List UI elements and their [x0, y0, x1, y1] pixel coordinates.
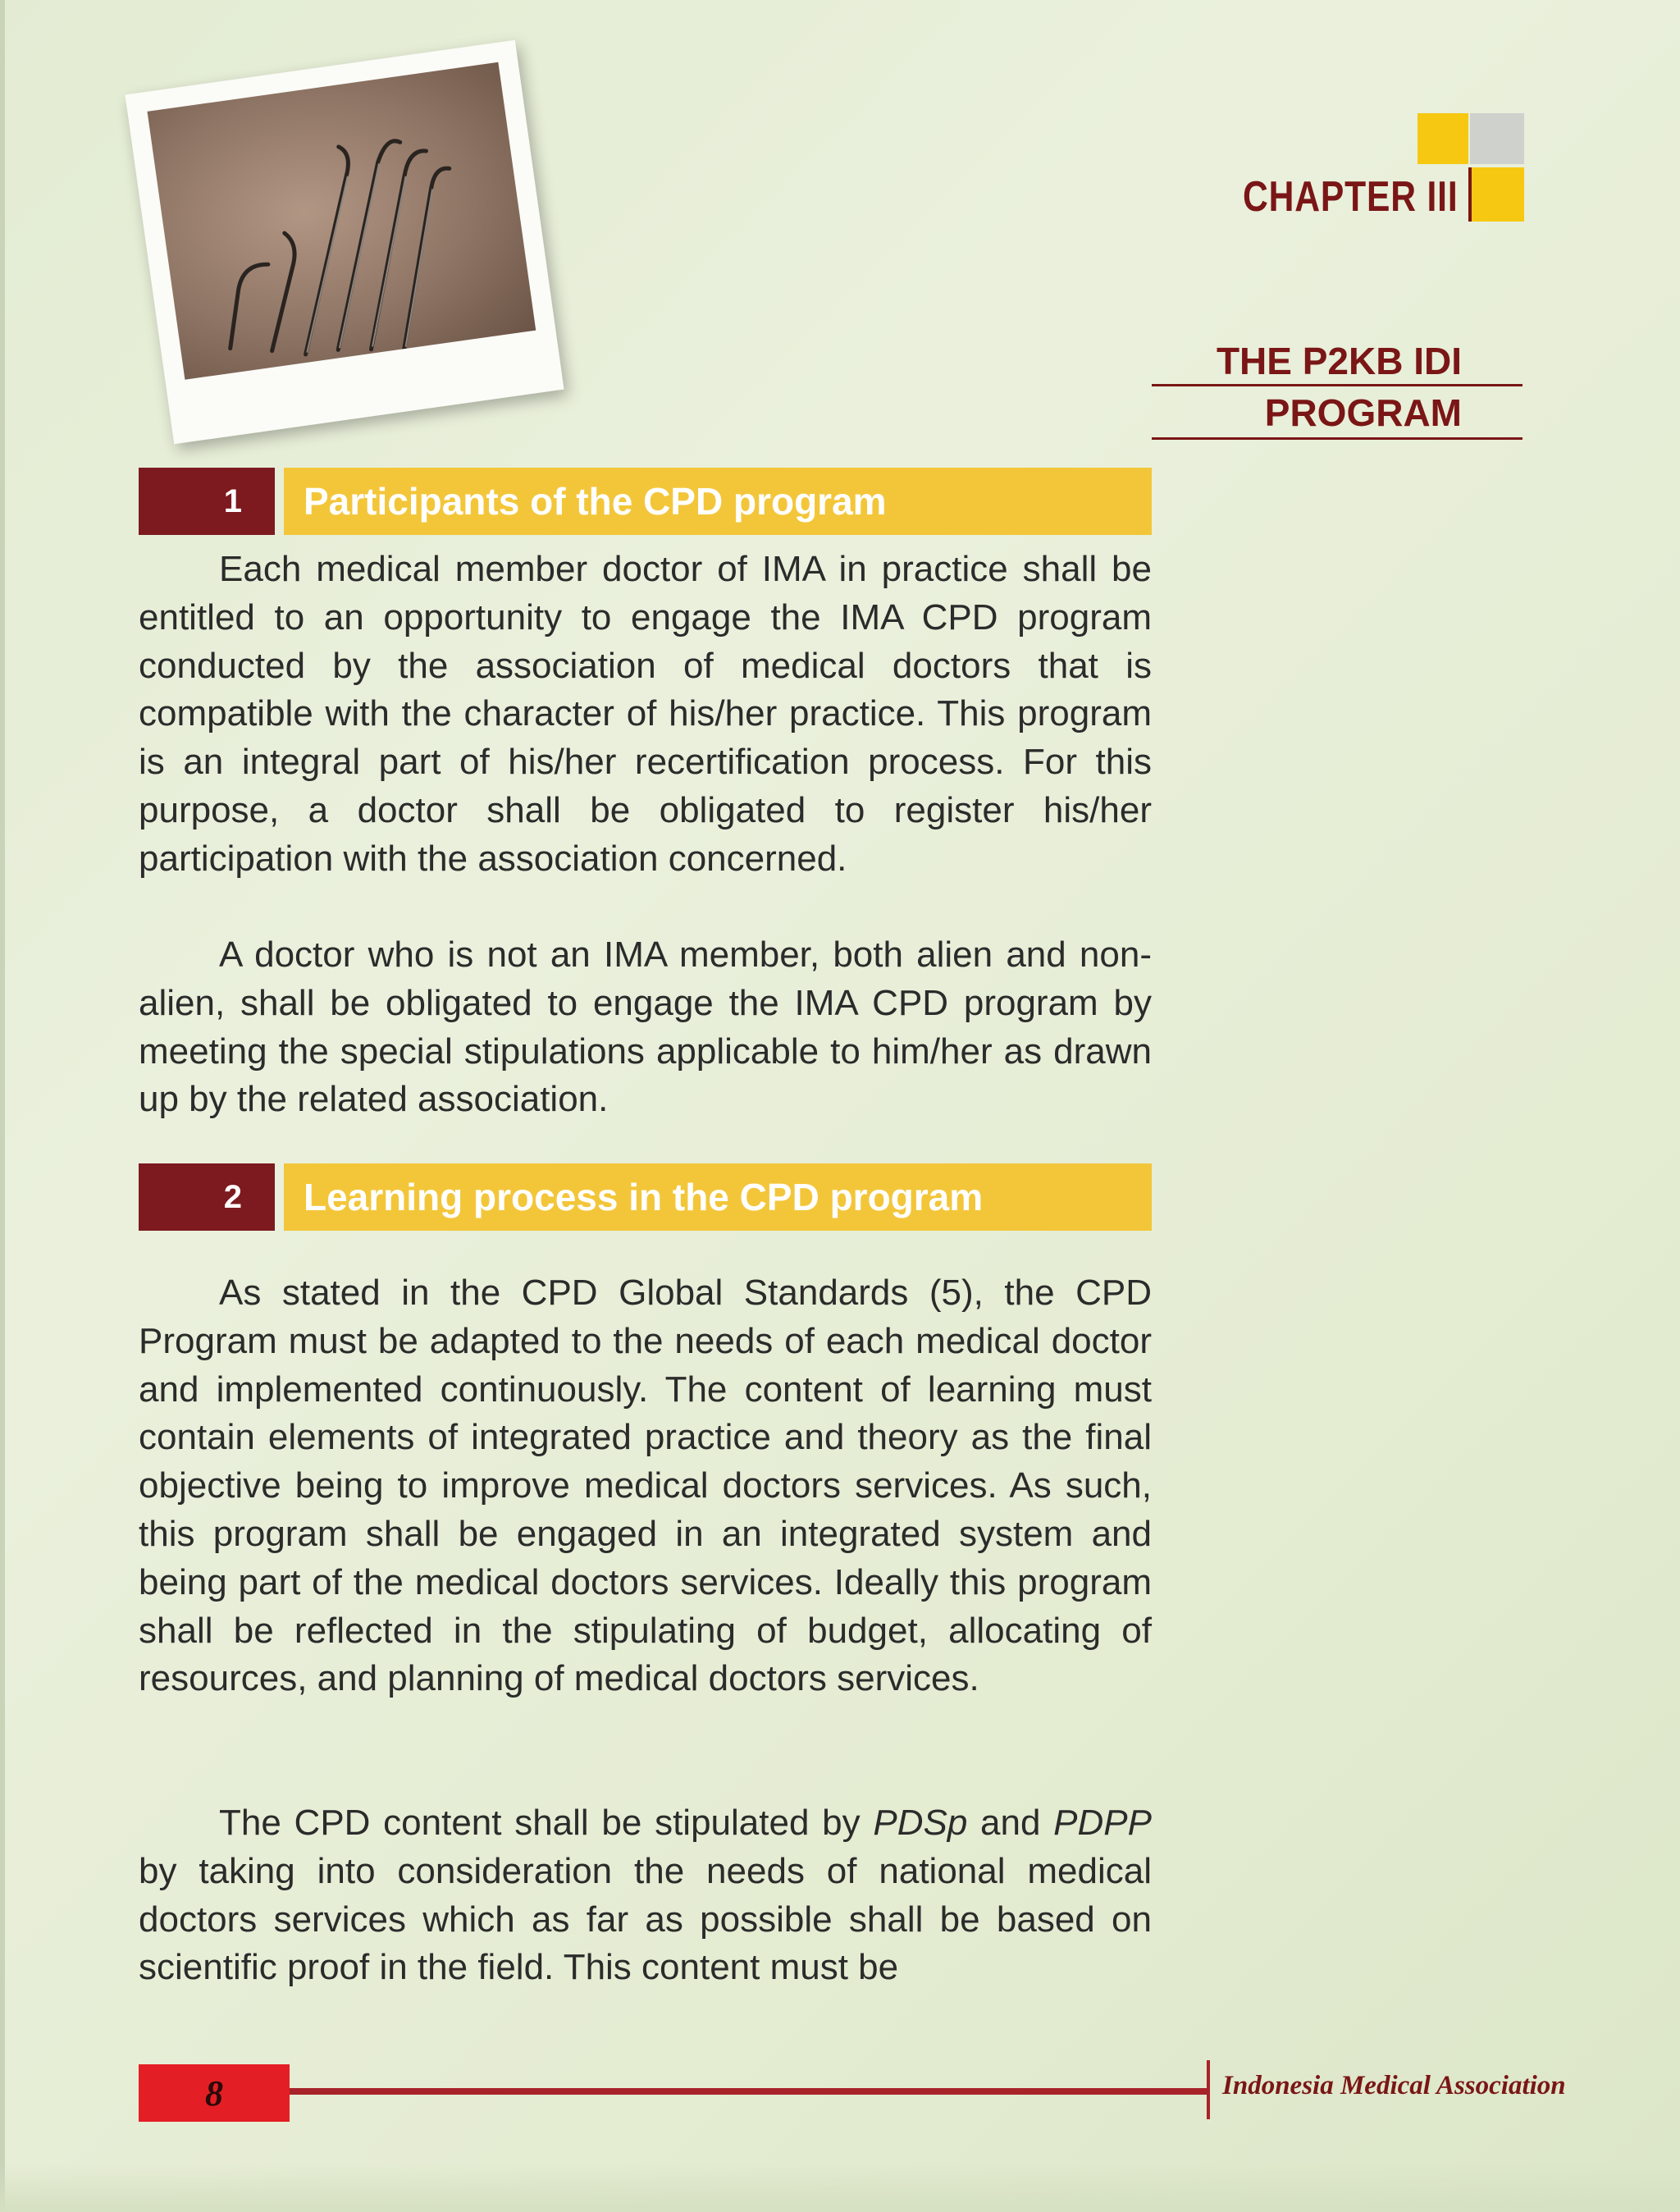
body-paragraph: A doctor who is not an IMA member, both alien and non-alien, shall be obligated to engage the IMA CPD program by meeting the special stipulations applicable to him/her as drawn up by the related association.: [139, 935, 1152, 1120]
subtitle-rule: [1152, 384, 1522, 386]
decor-square-yellow: [1418, 113, 1468, 164]
body-paragraph: As stated in the CPD Global Standards (5), the CPD Program must be adapted to the needs of each medical doctor and implemented continuously. The content of learning must contain elements of integrated practice and theory as the final objective being to improve medical doctors services. As such, this program shall be engaged in an integrated system and being part of the medical doctors services. Ideally this program shall be reflected in the stipulating of budget, allocating of resources, and planning of medical doctors services.: [139, 1273, 1152, 1699]
text-run: and: [967, 1803, 1054, 1843]
polaroid-photo: [125, 40, 564, 445]
footer-tick: [1207, 2060, 1210, 2119]
section-number: 2: [139, 1163, 275, 1231]
decor-square-grey: [1470, 113, 1524, 164]
text-run: by taking into consideration the needs of national medical doctors services which as far as possible shall be based on scientific proof in the field. This content must be: [139, 1850, 1152, 1988]
dental-instruments-photo: [148, 62, 536, 380]
italic-term: PDPP: [1053, 1803, 1152, 1843]
decor-square-yellow: [1470, 167, 1524, 222]
chapter-title: CHAPTER III: [1243, 173, 1459, 221]
text-run: The CPD content shall be stipulated by: [219, 1803, 874, 1843]
dental-instruments-icon: [148, 62, 536, 380]
italic-term: PDSp: [873, 1803, 968, 1843]
page-edge: [0, 0, 5, 2212]
chapter-subtitle-line2: PROGRAM: [1264, 391, 1462, 434]
chapter-subtitle-line1: THE P2KB IDI: [1216, 340, 1462, 382]
body-paragraph: [139, 1799, 1152, 1992]
section-title: Learning process in the CPD program: [284, 1163, 1152, 1231]
subtitle-rule: [1152, 437, 1522, 440]
page-number: 8: [139, 2064, 290, 2122]
footer-organization: Indonesia Medical Association: [1222, 2071, 1566, 2100]
decor-divider: [1468, 167, 1472, 222]
footer-rule: [290, 2088, 1208, 2095]
section-number: 1: [139, 468, 275, 535]
section-title: Participants of the CPD program: [284, 468, 1152, 535]
page-bottom-shade: [0, 2163, 1680, 2212]
body-paragraph: Each medical member doctor of IMA in practice shall be entitled to an opportunity to engage the IMA CPD program conducted by the association of medical doctors that is compatible with the character of his/her practice. This program is an integral part of his/her recertification process. For this purpose, a doctor shall be obligated to register his/her participation with the association concerned.: [139, 549, 1152, 879]
